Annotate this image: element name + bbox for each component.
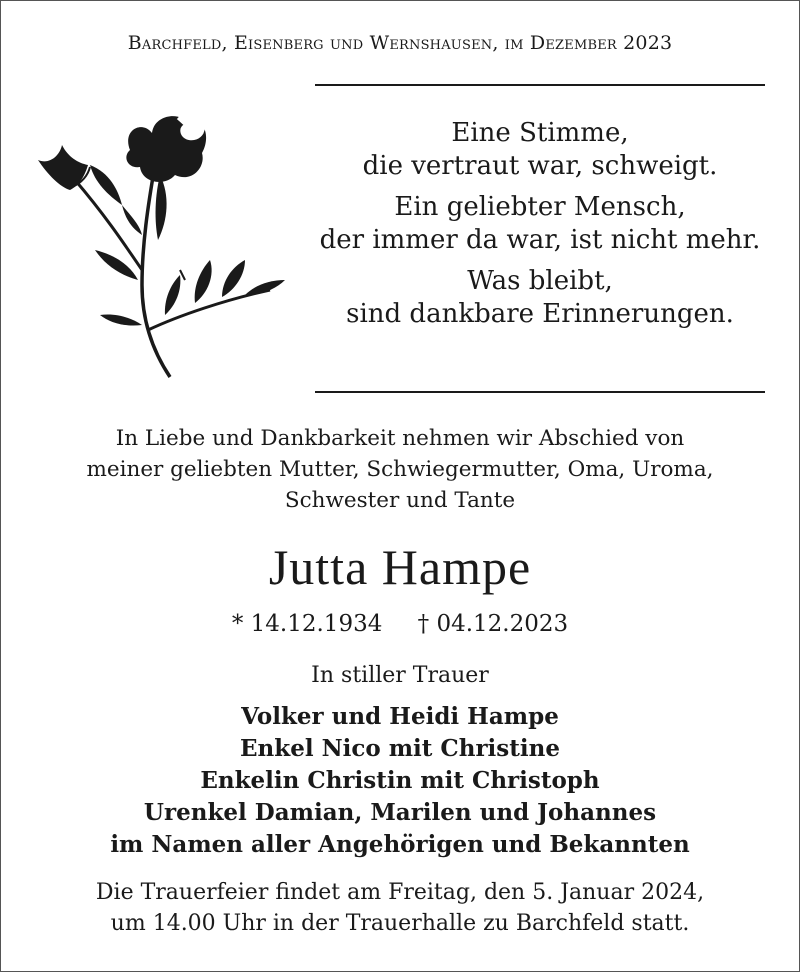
family-member: Enkel Nico mit Christine — [240, 735, 560, 762]
poem-line: Ein geliebter Mensch, — [394, 192, 686, 222]
funeral-line: um 14.00 Uhr in der Trauerhalle zu Barchfeld statt. — [110, 911, 690, 936]
top-divider — [315, 84, 765, 86]
poem-stanza — [305, 265, 775, 331]
intro-line: Schwester und Tante — [284, 488, 516, 513]
death-date: † 04.12.2023 — [417, 611, 569, 637]
intro-line: meiner geliebten Mutter, Schwiegermutter, Oma, Uroma, — [86, 457, 714, 482]
poem-stanza — [305, 191, 775, 257]
life-dates — [0, 609, 800, 639]
farewell-intro — [40, 423, 760, 516]
location-date-header: Barchfeld, Eisenberg und Wernshausen, im Dezember 2023 — [127, 32, 673, 54]
poem-line: die vertraut war, schweigt. — [362, 151, 718, 181]
family-member: im Namen aller Angehörigen und Bekannten — [110, 831, 690, 858]
family-list — [0, 701, 800, 861]
poem-line: sind dankbare Erinnerungen. — [346, 299, 734, 329]
poem-line: Was bleibt, — [467, 266, 613, 296]
mourning-label: In stiller Trauer — [311, 663, 489, 688]
rose-flower-icon — [30, 95, 290, 380]
intro-line: In Liebe und Dankbarkeit nehmen wir Abschied von — [115, 426, 685, 451]
family-member: Volker und Heidi Hampe — [241, 703, 559, 730]
birth-date: * 14.12.1934 — [231, 611, 383, 637]
bottom-divider — [315, 391, 765, 393]
funeral-line: Die Trauerfeier findet am Freitag, den 5. Januar 2024, — [95, 880, 705, 905]
memorial-poem — [305, 117, 775, 339]
poem-line: der immer da war, ist nicht mehr. — [319, 225, 761, 255]
poem-line: Eine Stimme, — [451, 118, 629, 148]
funeral-info — [30, 877, 770, 939]
family-member: Enkelin Christin mit Christoph — [200, 767, 600, 794]
family-member: Urenkel Damian, Marilen und Johannes — [143, 799, 657, 826]
poem-stanza — [305, 117, 775, 183]
deceased-name: Jutta Hampe — [268, 539, 532, 595]
